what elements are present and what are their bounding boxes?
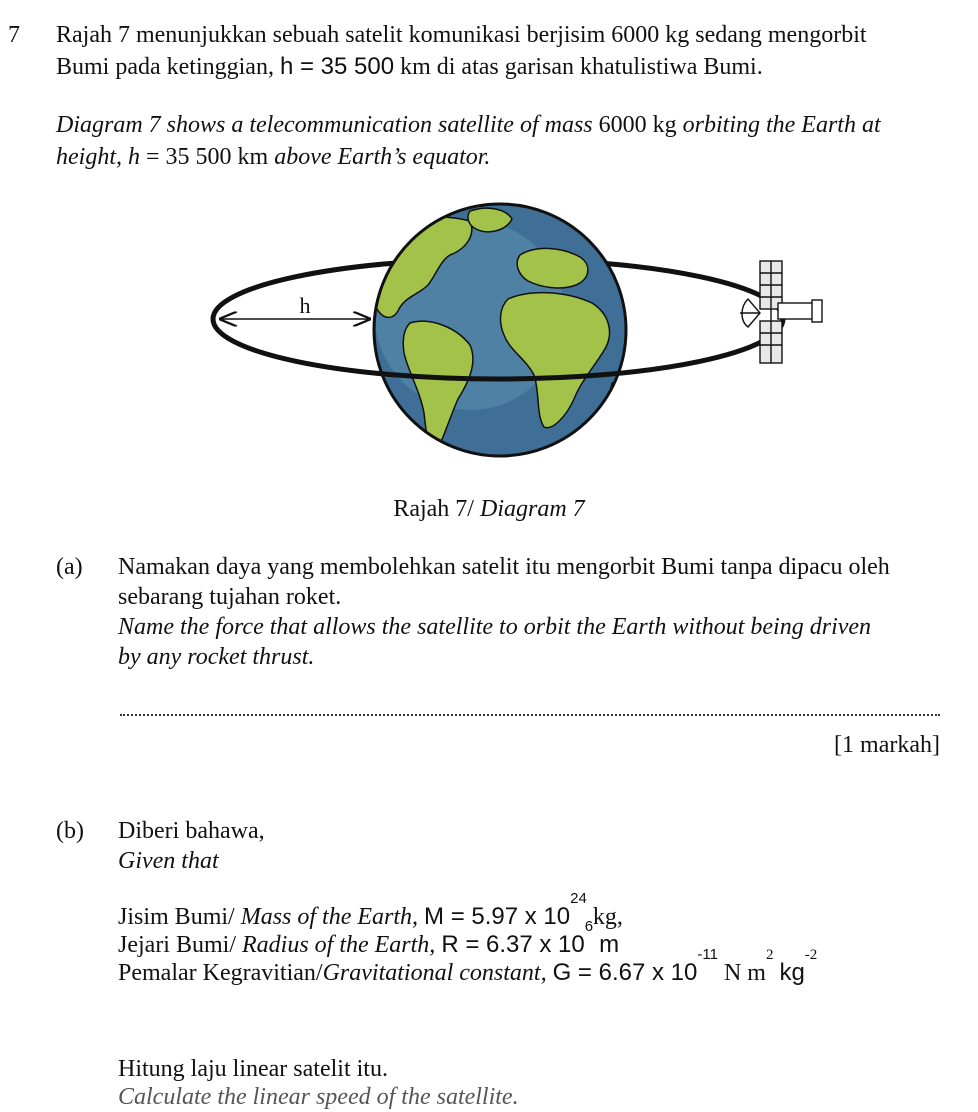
g-unit: N $m^2$ $kg^{-2}$ (723, 947, 818, 986)
part-a-ms-line1: Namakan daya yang membolehkan satelit itu mengorbit Bumi tanpa dipacu oleh (118, 554, 890, 580)
radius-ms: Jejari Bumi/ (118, 932, 236, 958)
part-b-given-en: Given that (118, 848, 219, 874)
intro-en-text-b: orbiting the Earth at (682, 112, 881, 138)
height-label: h (299, 293, 311, 318)
intro-ms-line2 (56, 52, 763, 82)
radius-en: Radius of the Earth, (241, 932, 436, 958)
g-ms: Pemalar Kegravitian/ (118, 960, 323, 986)
intro-en-text-a: Diagram 7 shows a telecommunication satellite of mass (56, 112, 593, 138)
question-number: 7 (8, 22, 20, 48)
intro-ms-line1: Rajah 7 menunjukkan sebuah satelit komunikasi berjisim 6000 kg sedang mengorbit (56, 22, 867, 48)
part-a-en-line1: Name the force that allows the satellite to orbit the Earth without being driven (118, 614, 872, 640)
intro-en-line2 (56, 142, 490, 172)
part-a-ms-line2: sebarang tujahan roket. (118, 584, 342, 610)
part-a-label: (a) (56, 554, 83, 580)
orbit-diagram (0, 195, 978, 475)
answer-line-a[interactable] (120, 712, 940, 716)
mass-value: M = 5.97 x $10^{24}$ (424, 890, 587, 930)
earth-globe (371, 204, 626, 456)
g-value: G = 6.67 x $10^{-11}$ (552, 946, 718, 986)
intro-ms-text-b: km di atas garisan khatulistiwa Bumi. (400, 54, 763, 80)
intro-en-eq: = 35 500 km (146, 144, 269, 170)
g-en: Gravitational constant, (322, 960, 547, 986)
diagram-caption (0, 494, 978, 524)
part-b-given-ms: Diberi bahawa, (118, 818, 265, 844)
intro-en-line1 (56, 110, 881, 140)
caption-ms: Rajah 7/ (393, 496, 474, 522)
radius-value: R = 6.37 x $10^6$ (441, 918, 594, 958)
mass-en: Mass of the Earth, (240, 904, 419, 930)
part-a-marks: [1 markah] (834, 732, 940, 758)
intro-ms-height: h = 35 500 (279, 53, 395, 80)
earth-mass-line (118, 890, 623, 932)
radius-unit: m (599, 931, 620, 958)
intro-en-text-b2: above Earth’s equator. (274, 144, 491, 170)
earth-radius-line (118, 918, 620, 960)
grav-constant-line (118, 946, 818, 988)
intro-en-mass: 6000 kg (598, 112, 677, 138)
mass-ms: Jisim Bumi/ (118, 904, 235, 930)
calc-ms: Hitung laju linear satelit itu. (118, 1056, 388, 1082)
calc-en: Calculate the linear speed of the satellite. (118, 1084, 519, 1110)
caption-en: Diagram 7 (479, 496, 585, 522)
part-a-en-line2: by any rocket thrust. (118, 644, 315, 670)
mass-unit: kg, (592, 904, 623, 930)
intro-en-var: h (128, 144, 140, 170)
intro-en-text-a2: height, (56, 144, 122, 170)
part-b-label: (b) (56, 818, 84, 844)
intro-ms-text-a: Bumi pada ketinggian, (56, 54, 274, 80)
